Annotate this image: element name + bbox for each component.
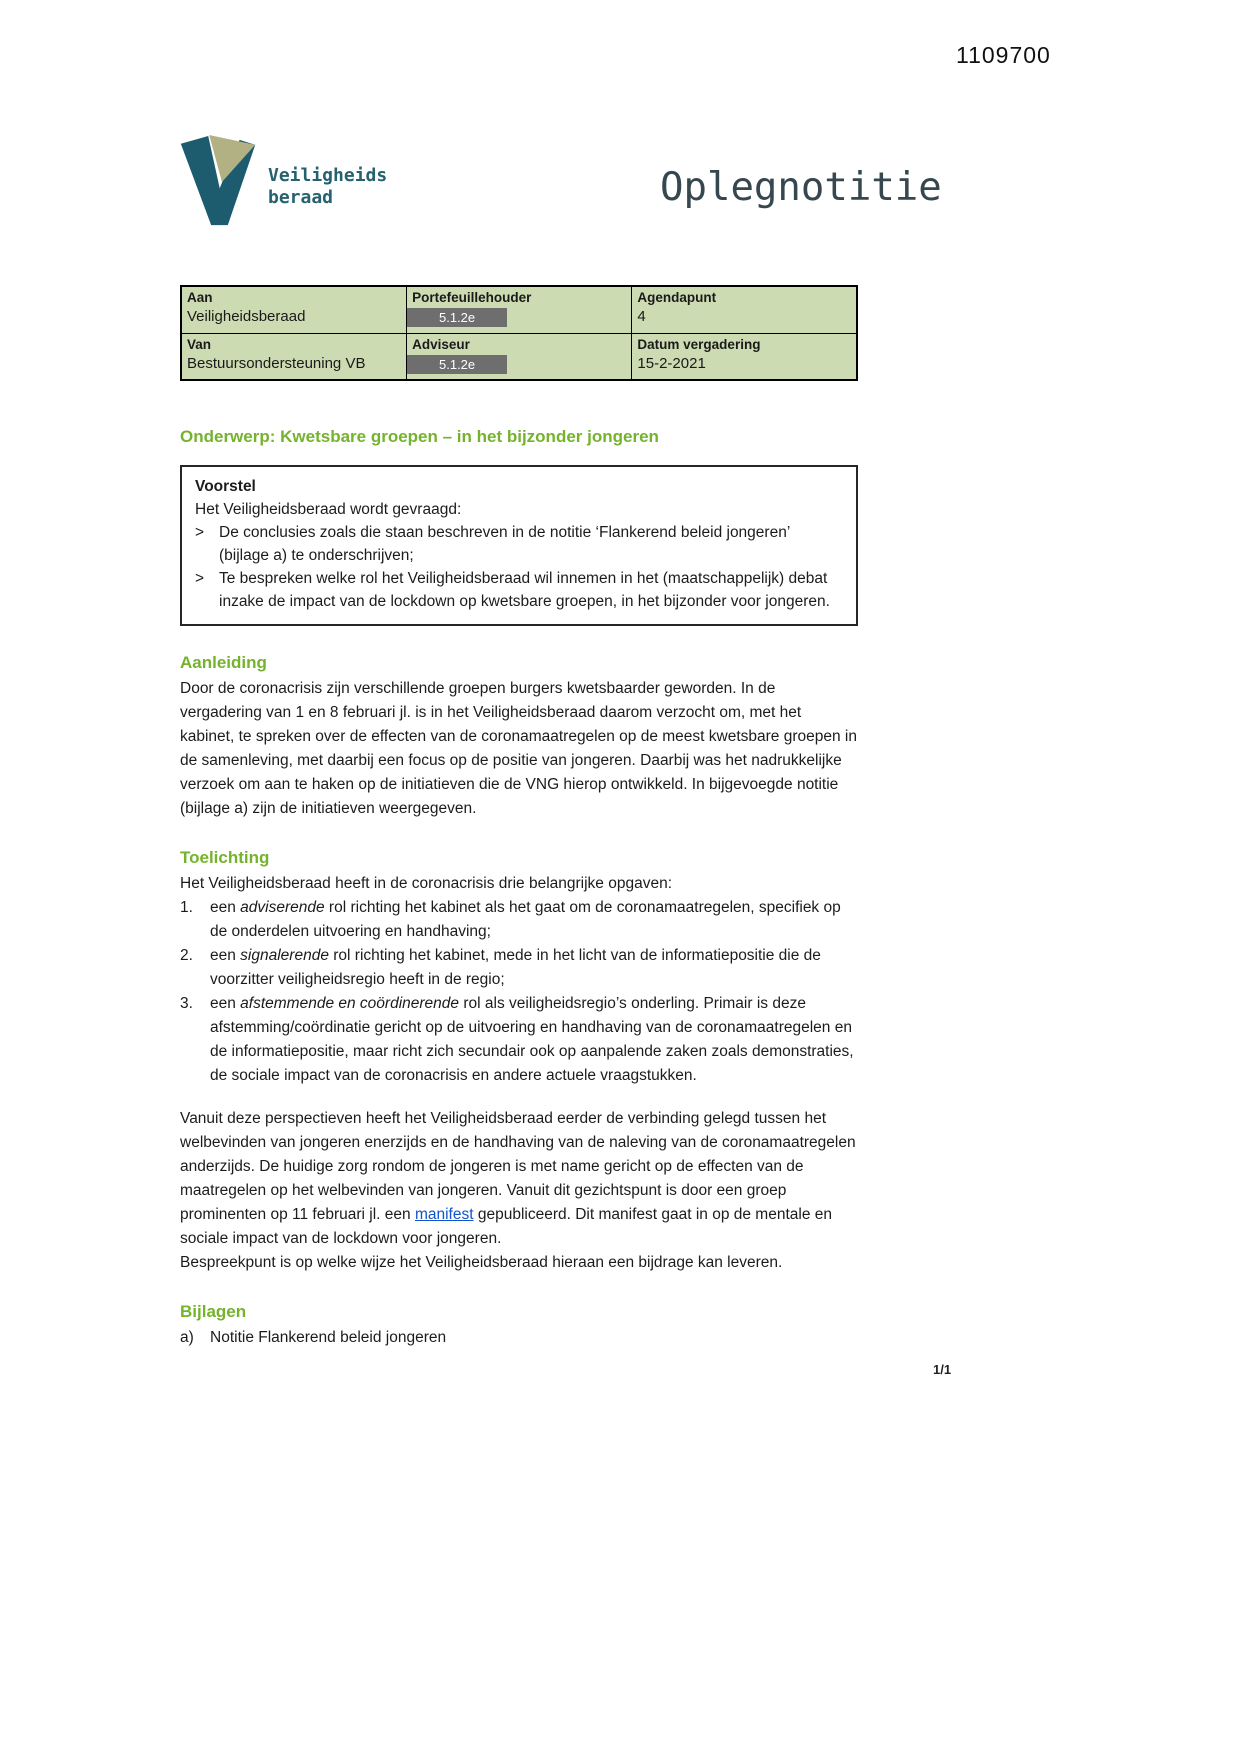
document-body xyxy=(180,426,858,1350)
bijlage-item-a xyxy=(180,1326,858,1350)
cell-datum-vergadering xyxy=(632,333,857,380)
veiligheidsberaad-logo xyxy=(180,134,387,228)
bijlagen-heading: Bijlagen xyxy=(180,1302,247,1321)
veiligheidsberaad-logo-icon xyxy=(180,134,258,228)
logo-wordmark xyxy=(268,165,387,228)
list-number: 1. xyxy=(180,899,193,916)
agendapunt-label: Agendapunt xyxy=(637,290,717,305)
voorstel-item-text: De conclusies zoals die staan beschreven in de notitie ‘Flankerend beleid jongeren’ (bijlage a) te onderschrijven; xyxy=(219,524,790,564)
document-number: 1109700 xyxy=(956,42,1051,68)
list-number: 2. xyxy=(180,947,193,964)
agendapunt-value: 4 xyxy=(637,308,646,325)
meta-row-2 xyxy=(181,333,857,380)
portefeuillehouder-redaction-box: 5.1.2e xyxy=(407,308,507,327)
datum-value: 15-2-2021 xyxy=(637,354,706,372)
voorstel-item xyxy=(195,567,843,613)
van-label: Van xyxy=(187,336,212,352)
cell-aan xyxy=(181,286,407,333)
list-number: 3. xyxy=(180,995,193,1012)
subject-heading: Onderwerp: Kwetsbare groepen – in het bijzonder jongeren xyxy=(180,427,659,446)
bijlage-item-text: Notitie Flankerend beleid jongeren xyxy=(210,1329,447,1346)
aanleiding-heading: Aanleiding xyxy=(180,653,267,672)
cell-agendapunt xyxy=(632,286,857,333)
bespreekpunt-line: Bespreekpunt is op welke wijze het Veiligheidsberaad hieraan een bijdrage kan leveren. xyxy=(180,1254,783,1271)
meta-info-table xyxy=(180,285,858,381)
toelichting-heading: Toelichting xyxy=(180,848,270,867)
bijlage-item-label: a) xyxy=(180,1329,194,1346)
voorstel-box xyxy=(180,465,858,626)
toelichting-item-text: een signalerende rol richting het kabinet, mede in het licht van de informatiepositie die de voorzitter veiligheidsregio heeft in de regio; xyxy=(210,947,821,988)
aan-label: Aan xyxy=(187,290,213,305)
logo-wordmark-line1: Veiligheids xyxy=(268,165,388,186)
perspectieven-paragraph: Vanuit deze perspectieven heeft het Veiligheidsberaad eerder de verbinding gelegd tussen het welbevinden van jongeren enerzijds en de handhaving van de naleving van de coronamaatregelen anderzijds. De huidige zorg rondom de jongeren is met name gericht op de effecten van de maatregelen op het welbevinden van jongeren. Vanuit dit gezichtspunt is door een groep prominenten op 11 februari jl. een manifest gepubliceerd. Dit manifest gaat in op de mentale en sociale impact van de lockdown voor jongeren. xyxy=(180,1110,856,1247)
cell-portefeuillehouder xyxy=(407,286,632,333)
adviseur-label: Adviseur xyxy=(412,336,470,352)
cell-adviseur xyxy=(407,333,632,380)
voorstel-intro: Het Veiligheidsberaad wordt gevraagd: xyxy=(195,501,462,518)
van-value: Bestuursondersteuning VB xyxy=(187,354,366,372)
logo-wordmark-line2: beraad xyxy=(268,187,334,208)
document-title: Oplegnotitie xyxy=(660,165,942,210)
voorstel-item xyxy=(195,521,843,567)
datum-label: Datum vergadering xyxy=(637,336,761,352)
toelichting-item-1 xyxy=(180,896,858,944)
aan-value: Veiligheidsberaad xyxy=(187,308,306,325)
cell-van xyxy=(181,333,407,380)
page-number: 1/1 xyxy=(933,1362,952,1377)
voorstel-item-text: Te bespreken welke rol het Veiligheidsberaad wil innemen in het (maatschappelijk) debat inzake de impact van de lockdown op kwetsbare groepen, in het bijzonder voor jongeren. xyxy=(219,570,830,610)
bullet-marker: > xyxy=(195,570,205,587)
toelichting-item-text: een afstemmende en coördinerende rol als veiligheidsregio’s onderling. Primair is deze afstemming/coördinatie gericht op de uitvoering en handhaving van de coronamaatregelen en de informatiepositie, maar richt zich secundair ook op aanpalende zaken zoals demonstraties, de sociale impact van de coronacrisis en andere actuele vraagstukken. xyxy=(210,995,854,1084)
meta-row-1 xyxy=(181,286,857,333)
toelichting-item-text: een adviserende rol richting het kabinet als het gaat om de coronamaatregelen, specifiek op de onderdelen uitvoering en handhaving; xyxy=(210,899,841,940)
portefeuillehouder-label: Portefeuillehouder xyxy=(412,290,532,305)
manifest-link[interactable]: manifest xyxy=(414,1206,474,1223)
aanleiding-paragraph: Door de coronacrisis zijn verschillende groepen burgers kwetsbaarder geworden. In de vergadering van 1 en 8 februari jl. is in het Veiligheidsberaad daarom verzocht om, met het kabinet, te spreken over de effecten van de coronamaatregelen op de meest kwetsbare groepen in de samenleving, met daarbij een focus op de positie van jongeren. Daarbij was het nadrukkelijke verzoek om aan te haken op de initiatieven die de VNG hierop ontwikkeld. In bijgevoegde notitie (bijlage a) zijn de initiatieven weergegeven. xyxy=(180,680,857,817)
toelichting-item-2 xyxy=(180,944,858,992)
adviseur-redaction-box: 5.1.2e xyxy=(407,355,507,374)
toelichting-item-3 xyxy=(180,992,858,1088)
voorstel-heading: Voorstel xyxy=(195,478,256,495)
toelichting-intro: Het Veiligheidsberaad heeft in de coronacrisis drie belangrijke opgaven: xyxy=(180,875,673,892)
bullet-marker: > xyxy=(195,524,205,541)
